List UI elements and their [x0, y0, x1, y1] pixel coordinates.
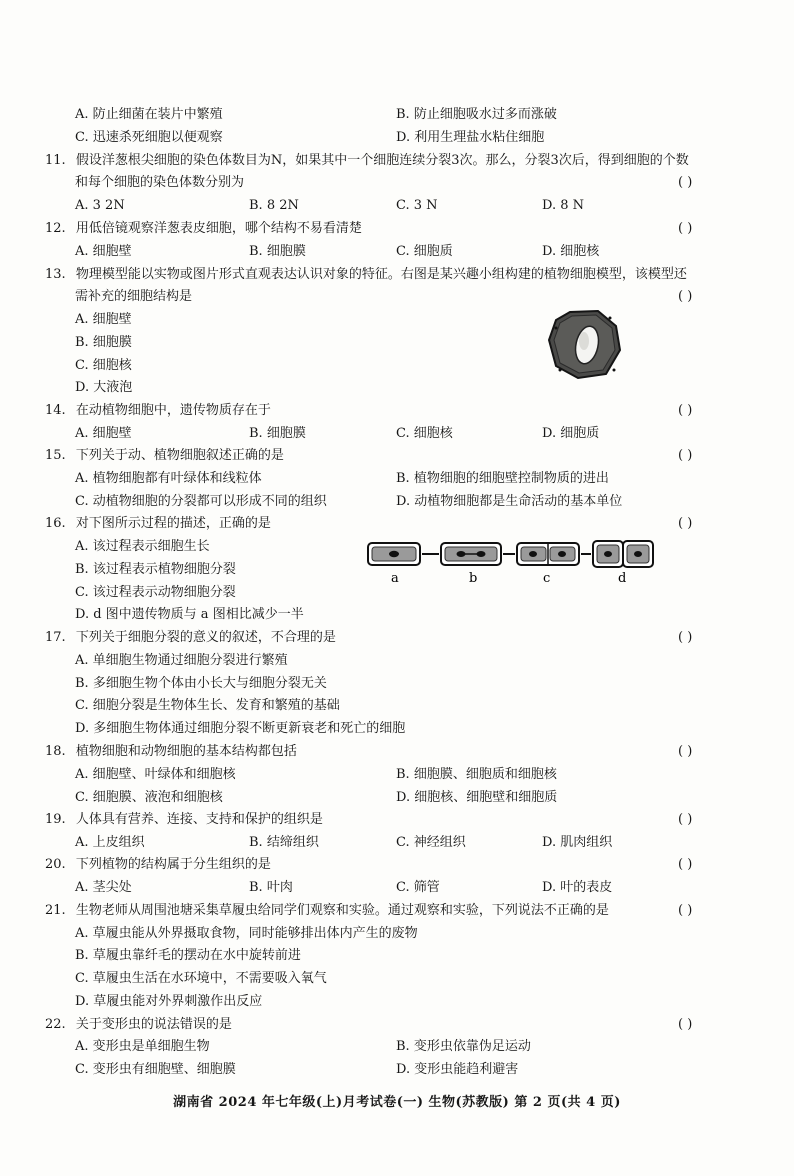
q18-option-a: A. 细胞壁、叶绿体和细胞核: [75, 767, 236, 782]
q14-stem: [45, 403, 271, 419]
cell-a: [368, 543, 420, 565]
q16-option-c: C. 该过程表示动物细胞分裂: [75, 585, 236, 600]
q17-answer-bracket: ( ): [678, 630, 693, 645]
q20-stem-line1: 下列植物的结构属于分生组织的是: [75, 857, 271, 872]
q16-number: 16.: [45, 516, 66, 531]
q20-option-c: C. 筛管: [396, 880, 440, 895]
q18-option-b: B. 细胞膜、细胞质和细胞核: [396, 767, 557, 782]
q18-number: 18.: [45, 744, 66, 759]
q22-option-a: A. 变形虫是单细胞生物: [75, 1039, 210, 1054]
q19-option-d: D. 肌肉组织: [542, 835, 613, 850]
cell-d: [593, 541, 653, 567]
q17-stem: [45, 630, 336, 646]
q22-answer-bracket: ( ): [678, 1017, 693, 1032]
q16-stem-line1: 对下图所示过程的描述，正确的是: [75, 516, 271, 531]
q11-stem-line2: 和每个细胞的染色体数分别为: [75, 175, 245, 190]
q12-option-c: C. 细胞质: [396, 244, 453, 259]
q21-stem-line1: 生物老师从周围池塘采集草履虫给同学们观察和实验。通过观察和实验，下列说法不正确的是: [75, 903, 609, 918]
cell-b: [441, 543, 501, 565]
cell-division-figure: [365, 538, 660, 588]
q12-number: 12.: [45, 221, 66, 236]
q22-option-c: C. 变形虫有细胞壁、细胞膜: [75, 1062, 236, 1077]
label-a: a: [391, 571, 399, 586]
q13-stem-line1: 物理模型能以实物或图片形式直观表达认识对象的特征。右图是某兴趣小组构建的植物细胞模型，该模型还: [75, 267, 687, 282]
q14-stem-line1: 在动植物细胞中，遗传物质存在于: [75, 403, 271, 418]
q22-number: 22.: [45, 1017, 66, 1032]
q12-option-d: D. 细胞核: [542, 244, 600, 259]
q17-option-c: C. 细胞分裂是生物体生长、发育和繁殖的基础: [75, 698, 340, 713]
q17-option-b: B. 多细胞生物个体由小长大与细胞分裂无关: [75, 676, 327, 691]
q22-stem: [45, 1017, 232, 1033]
q18-stem-line1: 植物细胞和动物细胞的基本结构都包括: [75, 744, 297, 759]
q21-stem: [45, 903, 609, 919]
q16-option-a: A. 该过程表示细胞生长: [75, 539, 210, 554]
q12-answer-bracket: ( ): [678, 221, 693, 236]
plant-cell-model-figure: [548, 310, 622, 380]
q10-option-a: A. 防止细菌在装片中繁殖: [75, 107, 223, 122]
q12-stem: [45, 221, 362, 237]
q21-option-c: C. 草履虫生活在水环境中，不需要吸入氧气: [75, 971, 327, 986]
q17-option-d: D. 多细胞生物体通过细胞分裂不断更新衰老和死亡的细胞: [75, 721, 406, 736]
q14-option-d: D. 细胞质: [542, 426, 600, 441]
q13-option-d: D. 大液泡: [75, 380, 133, 395]
q16-option-d: D. d 图中遗传物质与 a 图相比减少一半: [75, 607, 304, 622]
q20-stem: [45, 857, 271, 873]
q13-stem-line2: 需补充的细胞结构是: [75, 289, 193, 304]
q14-option-c: C. 细胞核: [396, 426, 453, 441]
q15-answer-bracket: ( ): [678, 448, 693, 463]
q13-option-c: C. 细胞核: [75, 358, 132, 373]
q20-answer-bracket: ( ): [678, 857, 693, 872]
q15-stem-line1: 下列关于动、植物细胞叙述正确的是: [75, 448, 284, 463]
q14-answer-bracket: ( ): [678, 403, 693, 418]
q15-option-d: D. 动植物细胞都是生命活动的基本单位: [396, 494, 623, 509]
q11-option-c: C. 3 N: [396, 198, 438, 213]
q13-stem: [45, 267, 687, 283]
q22-option-d: D. 变形虫能趋利避害: [396, 1062, 519, 1077]
q21-number: 21.: [45, 903, 66, 918]
q16-option-b: B. 该过程表示植物细胞分裂: [75, 562, 236, 577]
q12-option-a: A. 细胞壁: [75, 244, 132, 259]
q15-option-a: A. 植物细胞都有叶绿体和线粒体: [75, 471, 262, 486]
q18-stem: [45, 744, 297, 760]
q12-stem-line1: 用低倍镜观察洋葱表皮细胞，哪个结构不易看清楚: [75, 221, 362, 236]
q21-option-d: D. 草履虫能对外界刺激作出反应: [75, 994, 263, 1009]
q14-option-a: A. 细胞壁: [75, 426, 132, 441]
q13-option-a: A. 细胞壁: [75, 312, 132, 327]
q15-number: 15.: [45, 448, 66, 463]
q17-number: 17.: [45, 630, 66, 645]
q19-stem-line1: 人体具有营养、连接、支持和保护的组织是: [75, 812, 323, 827]
label-c: c: [543, 571, 551, 586]
q21-option-a: A. 草履虫能从外界摄取食物，同时能够排出体内产生的废物: [75, 926, 418, 941]
q17-stem-line1: 下列关于细胞分裂的意义的叙述，不合理的是: [75, 630, 336, 645]
page-footer: 湖南省 2024 年七年级(上)月考试卷(一) 生物(苏教版) 第 2 页(共 4 页): [173, 1095, 621, 1110]
q11-option-d: D. 8 N: [542, 198, 585, 213]
q20-option-d: D. 叶的表皮: [542, 880, 613, 895]
q20-option-b: B. 叶肉: [249, 880, 293, 895]
q11-stem: [45, 153, 689, 169]
q14-number: 14.: [45, 403, 66, 418]
q15-option-b: B. 植物细胞的细胞壁控制物质的进出: [396, 471, 609, 486]
q11-stem-line1: 假设洋葱根尖细胞的染色体数目为N，如果其中一个细胞连续分裂3次。那么，分裂3次后，得到细胞的个数: [75, 153, 689, 168]
q13-number: 13.: [45, 267, 66, 282]
q20-number: 20.: [45, 857, 66, 872]
q16-stem: [45, 516, 271, 532]
q14-option-b: B. 细胞膜: [249, 426, 306, 441]
q19-stem: [45, 812, 323, 828]
cell-c: [517, 543, 579, 565]
q18-option-c: C. 细胞膜、液泡和细胞核: [75, 790, 223, 805]
q11-option-a: A. 3 2N: [75, 198, 125, 213]
q11-option-b: B. 8 2N: [249, 198, 299, 213]
q10-option-b: B. 防止细胞吸水过多而涨破: [396, 107, 557, 122]
q12-option-b: B. 细胞膜: [249, 244, 306, 259]
q17-option-a: A. 单细胞生物通过细胞分裂进行繁殖: [75, 653, 288, 668]
q19-number: 19.: [45, 812, 66, 827]
q19-option-a: A. 上皮组织: [75, 835, 145, 850]
q10-option-d: D. 利用生理盐水粘住细胞: [396, 130, 545, 145]
q13-answer-bracket: ( ): [678, 289, 693, 304]
cell-model-vacuole-highlight: [579, 332, 589, 350]
q21-answer-bracket: ( ): [678, 903, 693, 918]
q19-option-b: B. 结缔组织: [249, 835, 319, 850]
q22-stem-line1: 关于变形虫的说法错误的是: [75, 1017, 232, 1032]
q19-answer-bracket: ( ): [678, 812, 693, 827]
q20-option-a: A. 茎尖处: [75, 880, 132, 895]
q22-option-b: B. 变形虫依靠伪足运动: [396, 1039, 531, 1054]
q11-answer-bracket: ( ): [678, 175, 693, 190]
q19-option-c: C. 神经组织: [396, 835, 466, 850]
q15-stem: [45, 448, 284, 464]
q15-option-c: C. 动植物细胞的分裂都可以形成不同的组织: [75, 494, 327, 509]
q13-option-b: B. 细胞膜: [75, 335, 132, 350]
q10-option-c: C. 迅速杀死细胞以便观察: [75, 130, 223, 145]
q21-option-b: B. 草履虫靠纤毛的摆动在水中旋转前进: [75, 948, 301, 963]
q16-answer-bracket: ( ): [678, 516, 693, 531]
q11-number: 11.: [45, 153, 66, 168]
label-b: b: [469, 571, 478, 586]
q18-answer-bracket: ( ): [678, 744, 693, 759]
q18-option-d: D. 细胞核、细胞壁和细胞质: [396, 790, 558, 805]
label-d: d: [618, 571, 627, 586]
